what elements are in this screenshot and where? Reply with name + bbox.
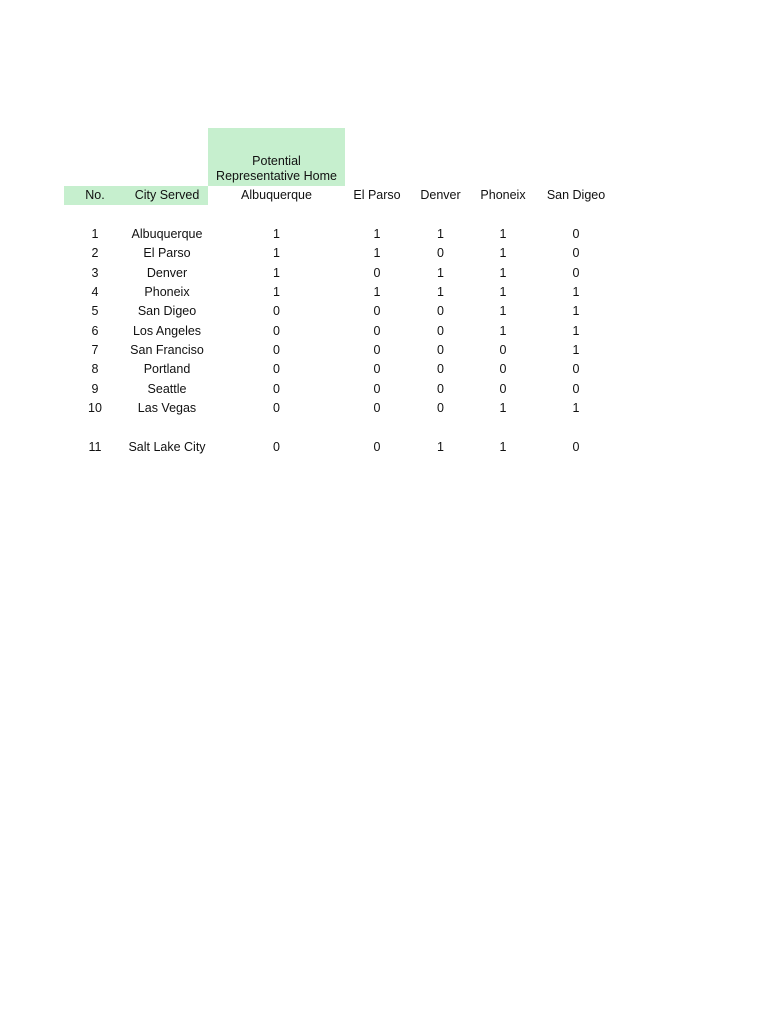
row-number: 11 — [88, 440, 102, 454]
city-served-cell: Phoneix — [144, 285, 190, 299]
value-cell: 0 — [572, 246, 580, 260]
value-cell: 1 — [373, 246, 381, 260]
row-number: 3 — [91, 266, 99, 280]
value-cell: 1 — [273, 246, 280, 260]
value-cell: 1 — [572, 401, 580, 415]
value-cell: 0 — [373, 382, 381, 396]
value-cell: 1 — [437, 440, 444, 454]
value-cell: 1 — [499, 401, 507, 415]
value-cell: 1 — [499, 227, 507, 241]
column-header-city-served: City Served — [134, 188, 200, 202]
value-cell: 0 — [499, 362, 507, 376]
group-header-line2: Representative Home — [216, 169, 337, 183]
value-cell: 0 — [437, 343, 444, 357]
city-served-cell: Salt Lake City — [128, 440, 206, 454]
column-header-denver: Denver — [420, 188, 461, 202]
value-cell: 0 — [572, 440, 580, 454]
value-cell: 1 — [499, 285, 507, 299]
value-cell: 0 — [437, 324, 444, 338]
city-served-cell: Denver — [146, 266, 188, 280]
value-cell: 1 — [572, 304, 580, 318]
value-cell: 1 — [572, 324, 580, 338]
value-cell: 1 — [499, 266, 507, 280]
value-cell: 1 — [572, 343, 580, 357]
value-cell: 0 — [437, 246, 444, 260]
value-cell: 1 — [373, 285, 381, 299]
value-cell: 1 — [572, 285, 580, 299]
value-cell: 1 — [437, 285, 444, 299]
value-cell: 0 — [437, 382, 444, 396]
city-served-cell: Albuquerque — [131, 227, 203, 241]
value-cell: 0 — [437, 304, 444, 318]
value-cell: 0 — [572, 227, 580, 241]
city-served-cell: San Franciso — [130, 343, 204, 357]
column-header-albuquerque: Albuquerque — [241, 188, 312, 202]
value-cell: 0 — [273, 382, 280, 396]
group-header-line1: Potential — [252, 154, 301, 168]
value-cell: 0 — [273, 304, 280, 318]
value-cell: 0 — [373, 343, 381, 357]
value-cell: 0 — [499, 382, 507, 396]
column-header-san-digeo: San Digeo — [546, 188, 606, 202]
value-cell: 0 — [373, 324, 381, 338]
column-header-no: No. — [85, 188, 105, 202]
value-cell: 1 — [499, 246, 507, 260]
city-served-cell: San Digeo — [137, 304, 197, 318]
city-served-cell: Portland — [143, 362, 191, 376]
city-served-cell: Seattle — [147, 382, 187, 396]
value-cell: 0 — [273, 362, 280, 376]
row-number: 7 — [91, 343, 99, 357]
value-cell: 0 — [437, 401, 444, 415]
value-cell: 1 — [373, 227, 381, 241]
row-number: 1 — [91, 227, 99, 241]
value-cell: 0 — [373, 304, 381, 318]
value-cell: 1 — [499, 324, 507, 338]
row-number: 9 — [91, 382, 99, 396]
value-cell: 1 — [499, 440, 507, 454]
row-number: 5 — [91, 304, 99, 318]
city-served-cell: Los Angeles — [132, 324, 202, 338]
row-number: 4 — [91, 285, 99, 299]
value-cell: 0 — [373, 401, 381, 415]
value-cell: 1 — [273, 266, 280, 280]
value-cell: 0 — [437, 362, 444, 376]
value-cell: 0 — [373, 440, 381, 454]
city-served-cell: El Parso — [143, 246, 191, 260]
value-cell: 0 — [273, 401, 280, 415]
column-header-el-parso: El Parso — [353, 188, 401, 202]
value-cell: 1 — [273, 285, 280, 299]
value-cell: 0 — [373, 362, 381, 376]
value-cell: 0 — [572, 382, 580, 396]
city-served-cell: Las Vegas — [137, 401, 197, 415]
row-number: 2 — [91, 246, 99, 260]
value-cell: 0 — [273, 324, 280, 338]
value-cell: 0 — [499, 343, 507, 357]
value-cell: 0 — [572, 266, 580, 280]
value-cell: 1 — [437, 227, 444, 241]
column-header-phoneix: Phoneix — [480, 188, 526, 202]
value-cell: 0 — [273, 343, 280, 357]
row-number: 8 — [91, 362, 99, 376]
value-cell: 1 — [499, 304, 507, 318]
value-cell: 0 — [373, 266, 381, 280]
value-cell: 1 — [273, 227, 280, 241]
row-number: 10 — [88, 401, 102, 415]
value-cell: 0 — [273, 440, 280, 454]
value-cell: 0 — [572, 362, 580, 376]
value-cell: 1 — [437, 266, 444, 280]
row-number: 6 — [91, 324, 99, 338]
